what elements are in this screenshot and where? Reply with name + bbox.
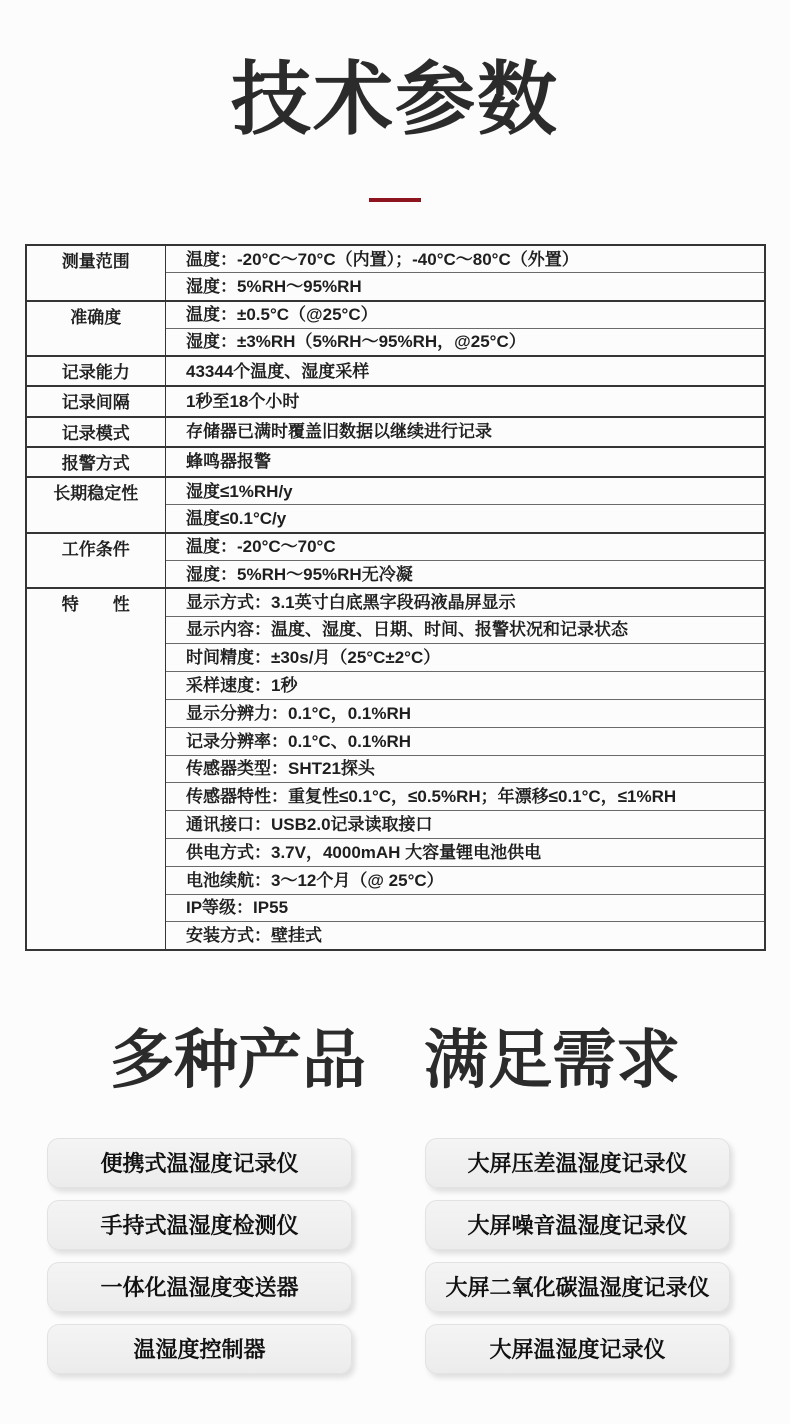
spec-row	[26, 301, 765, 329]
spec-row	[26, 533, 765, 561]
spec-row	[26, 386, 765, 416]
spec-value: 供电方式：3.7V，4000mAH 大容量锂电池供电	[166, 839, 765, 867]
spec-label: 记录能力	[26, 356, 166, 386]
spec-value: 温度：-20°C～70°C（内置）；-40°C～80°C（外置）	[166, 245, 765, 273]
products-left-column	[47, 1138, 352, 1374]
spec-label: 报警方式	[26, 447, 166, 477]
spec-value: 湿度≤1%RH/y	[166, 477, 765, 505]
spec-row	[26, 356, 765, 386]
spec-table-section	[25, 244, 766, 951]
spec-value: 通讯接口：USB2.0记录读取接口	[166, 811, 765, 839]
product-button[interactable]: 温湿度控制器	[47, 1324, 352, 1374]
accent-divider	[369, 198, 421, 202]
spec-value: 采样速度：1秒	[166, 672, 765, 700]
products-right-column	[425, 1138, 730, 1374]
spec-value: 蜂鸣器报警	[166, 447, 765, 477]
product-button[interactable]: 一体化温湿度变送器	[47, 1262, 352, 1312]
spec-value: 湿度：5%RH～95%RH无冷凝	[166, 561, 765, 589]
products-heading-right: 满足需求	[424, 1023, 680, 1096]
spec-value: 显示内容：温度、湿度、日期、时间、报警状况和记录状态	[166, 616, 765, 644]
product-button[interactable]: 便携式温湿度记录仪	[47, 1138, 352, 1188]
spec-value: 存储器已满时覆盖旧数据以继续进行记录	[166, 417, 765, 447]
spec-value: 传感器特性：重复性≤0.1°C，≤0.5%RH；年漂移≤0.1°C，≤1%RH	[166, 783, 765, 811]
spec-value: 显示方式：3.1英寸白底黑字段码液晶屏显示	[166, 588, 765, 616]
spec-row	[26, 417, 765, 447]
spec-value: 43344个温度、湿度采样	[166, 356, 765, 386]
spec-label: 记录间隔	[26, 386, 166, 416]
product-button[interactable]: 大屏噪音温湿度记录仪	[425, 1200, 730, 1250]
spec-value: 显示分辨力：0.1°C，0.1%RH	[166, 700, 765, 728]
spec-label: 长期稳定性	[26, 477, 166, 533]
spec-label: 测量范围	[26, 245, 166, 301]
product-button[interactable]: 大屏温湿度记录仪	[425, 1324, 730, 1374]
page-title: 技术参数	[231, 55, 559, 144]
spec-value: 时间精度：±30s/月（25°C±2°C）	[166, 644, 765, 672]
spec-value: 1秒至18个小时	[166, 386, 765, 416]
spec-value: 温度：±0.5°C（@25°C）	[166, 301, 765, 329]
product-button[interactable]: 手持式温湿度检测仪	[47, 1200, 352, 1250]
spec-value: 传感器类型：SHT21探头	[166, 755, 765, 783]
products-heading	[0, 1023, 790, 1096]
spec-value: 记录分辨率：0.1°C、0.1%RH	[166, 727, 765, 755]
products-heading-left: 多种产品	[110, 1023, 366, 1096]
spec-value: IP等级：IP55	[166, 894, 765, 922]
spec-row	[26, 477, 765, 505]
spec-row	[26, 447, 765, 477]
spec-label: 准确度	[26, 301, 166, 357]
spec-label: 工作条件	[26, 533, 166, 589]
spec-table	[25, 244, 766, 951]
spec-value: 湿度：±3%RH（5%RH～95%RH，@25°C）	[166, 328, 765, 356]
spec-value: 电池续航：3～12个月（@ 25°C）	[166, 866, 765, 894]
spec-value: 湿度：5%RH～95%RH	[166, 273, 765, 301]
spec-label: 记录模式	[26, 417, 166, 447]
spec-value: 温度：-20°C～70°C	[166, 533, 765, 561]
spec-row	[26, 588, 765, 616]
hero-section	[0, 0, 790, 202]
spec-value: 温度≤0.1°C/y	[166, 505, 765, 533]
product-button[interactable]: 大屏二氧化碳温湿度记录仪	[425, 1262, 730, 1312]
products-grid	[47, 1138, 743, 1374]
spec-value: 安装方式：壁挂式	[166, 922, 765, 950]
spec-row	[26, 245, 765, 273]
product-button[interactable]: 大屏压差温湿度记录仪	[425, 1138, 730, 1188]
spec-label: 特 性	[26, 588, 166, 949]
